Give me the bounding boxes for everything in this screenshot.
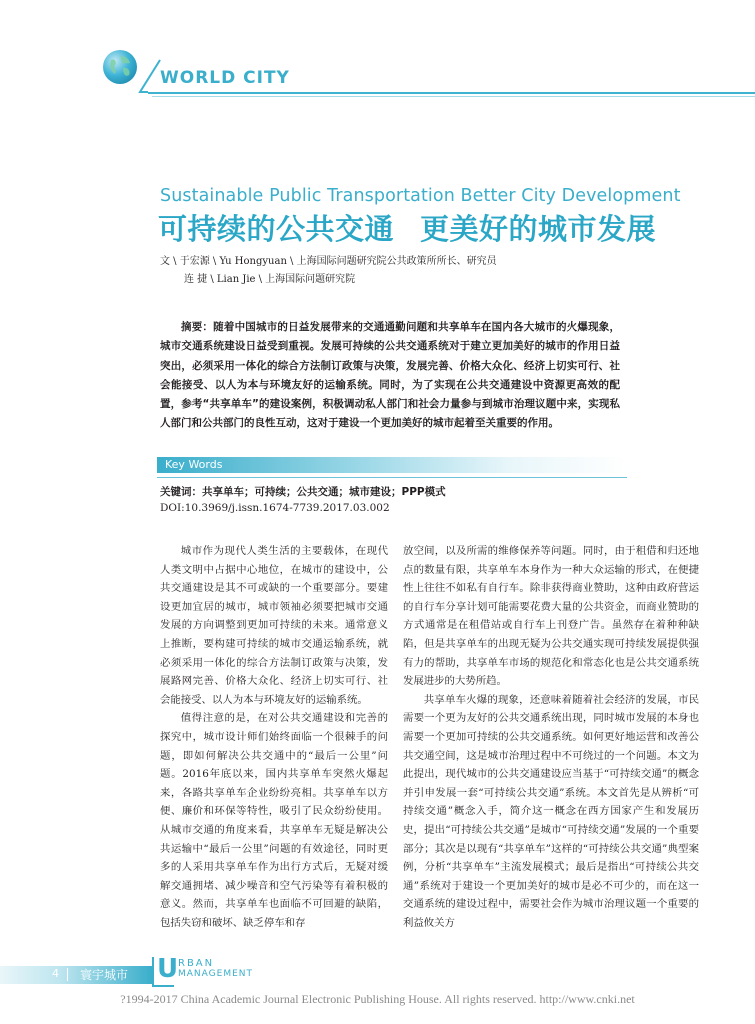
author-line-2: 连 捷 \ Lian Jie \ 上海国际问题研究院 [184, 274, 356, 285]
article-title-english: Sustainable Public Transportation Better City Development [160, 186, 681, 206]
article-title-chinese-part1: 可持续的公共交通 [158, 212, 395, 246]
body-paragraph: 放空间，以及所需的维修保养等问题。同时，由于租借和归还地点的数量有限，共享单车本身作为一种大众运输的形式，在便捷性上往往不如私有自行车。除非获得商业赞助，这种由政府营运的自行车分享计划可能需要花费大量的公共资金，而商业赞助的方式通常是在租借站或自行车上刊登广告。虽然存在着种种缺陷，但是共享单车的出现无疑为公共交通实现可持续发展提供强有力的帮助，共享单车市场的规范化和常态化也是公共交通系统发展进步的大势所趋。 [403, 545, 699, 688]
page-number: 4 [52, 967, 59, 980]
body-column-left [160, 542, 388, 932]
keywords-bar [157, 457, 627, 473]
urban-logo-management: MANAGEMENT [178, 969, 253, 979]
doi-text: DOI:10.3969/j.issn.1674-7739.2017.03.002 [160, 502, 390, 514]
section-label: WORLD CITY [160, 68, 290, 88]
keywords-rule [157, 477, 627, 478]
urban-logo-rban: RBAN [178, 958, 215, 969]
copyright-notice: ?1994-2017 China Academic Journal Electronic Publishing House. All rights reserved. http://www.cnki.net [120, 992, 635, 1006]
header-rule-thin [152, 96, 755, 97]
footer-bar [0, 966, 152, 984]
keywords-bar-label: Key Words [165, 458, 223, 471]
abstract [160, 318, 620, 434]
body-column-right [403, 542, 699, 932]
article-title-chinese [158, 207, 656, 248]
body-paragraph: 共享单车火爆的现象，还意味着随着社会经济的发展，市民需要一个更为友好的公共交通系统出现，同时城市发展的本身也需要一个更加可持续的公共交通系统。如何更好地运营和改善公共交通空间，这是城市治理过程中不可绕过的一个问题。本文为此提出，现代城市的公共交通建设应当基于“可持续交通”的概念并引申发展一套“可持续公共交通”系统。本文首先是从辨析“可持续交通”概念入手，简介这一概念在西方国家产生和发展历史，提出“可持续公共交通”是城市“可持续交通”发展的一个重要部分；其次是以现有“共享单车”这样的“可持续公共交通”典型案例，分析“共享单车”主流发展模式；最后是指出“可持续公共交通”系统对于建设一个更加美好的城市是必不可少的，而在这一交通系统的建设过程中，需要社会作为城市治理议题一个重要的利益攸关方 [403, 693, 699, 929]
article-title-chinese-part2: 更美好的城市发展 [420, 212, 657, 246]
header-rule [148, 92, 755, 94]
footer-separator [67, 968, 68, 981]
abstract-text: 随着中国城市的日益发展带来的交通通勤问题和共享单车在国内各大城市的火爆现象，城市交通系统建设日益受到重视。发展可持续的公共交通系统对于建立更加美好的城市的作用日益突出，必须采用一体化的综合方法制订政策与决策，发展完善、价格大众化、经济上切实可行、社会能接受、以人为本与环境友好的运输系统。同时，为了实现在公共交通建设中资源更高效的配置，参考“共享单车”的建设案例，积极调动私人部门和社会力量参与到城市治理议题中来，实现私人部门和公共部门的良性互动，这对于建设一个更加美好的城市起着至关重要的作用。 [160, 321, 621, 430]
abstract-label: 摘要： [181, 321, 214, 333]
author-line-1: 文 \ 于宏源 \ Yu Hongyuan \ 上海国际问题研究院公共政策所所长、研究员 [160, 256, 497, 267]
body-paragraph: 值得注意的是，在对公共交通建设和完善的探究中，城市设计师们始终面临一个很棘手的问题，即如何解决公共交通中的“最后一公里”问题。2016年底以来，国内共享单车突然火爆起来，各路共享单车企业纷纷亮相。共享单车以方便、廉价和环保等特性，吸引了民众纷纷使用。从城市交通的角度来看，共享单车无疑是解决公共运输中“最后一公里”问题的有效途径，同时更多的人采用共享单车作为出行方式后，无疑对缓解交通拥堵、减少噪音和空气污染等有着积极的意义。然而，共享单车也面临不可回避的缺陷，包括失窃和破坏、缺乏停车和存 [160, 712, 388, 929]
body-paragraph: 城市作为现代人类生活的主要载体，在现代人类文明中占据中心地位，在城市的建设中，公共交通建设是其不可或缺的一个重要部分。要建设更加宜居的城市，城市领袖必须要把城市交通发展的方向调整到更加可持续的未来。通常意义上推断，要构建可持续的城市交通运输系统，就必须采用一体化的综合方法制订政策与决策，发展路网完善、价格大众化、经济上切实可行、社会能接受、以人为本与环境友好的运输系统。 [160, 545, 388, 706]
magazine-name: 寰宇城市 [80, 968, 129, 982]
keywords-text: 关键词：共享单车；可持续；公共交通；城市建设；PPP模式 [160, 486, 446, 498]
urban-logo-u: U [157, 954, 179, 984]
